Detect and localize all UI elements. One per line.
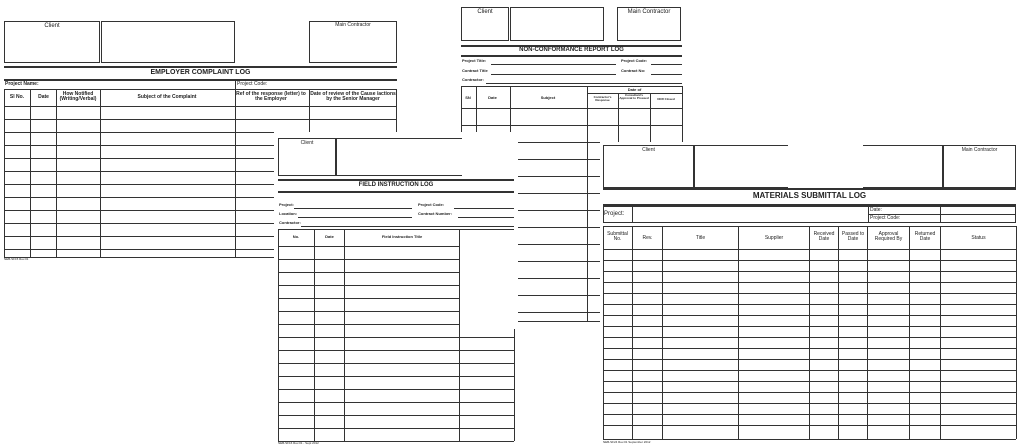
client-label: Client: [642, 147, 655, 153]
col-ref-response: Ref of the response (letter) to the Employer: [236, 91, 306, 103]
blank-header-box: [694, 145, 788, 188]
log-title: NON-CONFORMANCE REPORT LOG: [519, 47, 624, 53]
project-name-label: Project Name:: [5, 81, 39, 87]
contract-title-label: Contract Title: [462, 68, 488, 73]
col-subject: Subject of the Complaint: [137, 94, 197, 100]
col-date: Date: [38, 94, 49, 100]
log-title: FIELD INSTRUCTION LOG: [358, 182, 434, 188]
col-returned-date: Returned Date: [914, 231, 936, 243]
field-instruction-log-sheet: [274, 132, 518, 447]
col-ncr-closed: NCR Closed: [657, 97, 675, 101]
client-label: Client: [300, 140, 314, 146]
location-label: Location:: [279, 211, 297, 216]
col-no: No.: [292, 234, 300, 239]
contractor-label: Contractor:: [462, 77, 484, 82]
client-label: Client: [44, 23, 60, 29]
form-footer: NEB-SF24 Rev.01 September 2012: [603, 440, 651, 444]
col-contractor-response: Contractor's Response: [593, 95, 612, 103]
contract-number-label: Contract Number:: [418, 211, 453, 216]
contractor-label: Contractor:: [279, 220, 301, 225]
project-code-label: Project Code:: [237, 81, 268, 87]
form-footer: NEB-SF16 Rev.01 - Sept 2012: [278, 441, 319, 445]
date-label: Date:: [870, 207, 882, 213]
materials-submittal-log-sheet: [600, 142, 1024, 447]
col-field-instruction-title: Field Instruction Title: [381, 234, 423, 239]
blank-header-box: [336, 138, 462, 176]
blank-header-box: [510, 7, 604, 41]
client-label: Client: [477, 9, 493, 15]
col-date: Date: [488, 95, 497, 100]
col-approval-required-by: Approval Required By: [874, 231, 903, 243]
col-rev: Rev.: [642, 235, 653, 241]
col-status: Status: [971, 235, 986, 241]
col-sn: SN: [465, 95, 471, 100]
col-sl-no: Sl No.: [9, 94, 25, 100]
project-label: Project:: [279, 202, 294, 207]
col-supplier: Supplier: [764, 235, 784, 241]
project-code-label: Project Code:: [621, 58, 648, 63]
log-title: MATERIALS SUBMITTAL LOG: [752, 191, 867, 200]
col-how-notified: How Notified (Writing/Verbal): [59, 91, 97, 103]
col-received-date: Received Date: [813, 231, 835, 243]
project-title-label: Project Title:: [462, 58, 487, 63]
col-passed-to-date: Passed to Date: [841, 231, 865, 243]
col-date: Date: [325, 234, 334, 239]
col-submittal-no: Submittal No.: [607, 231, 628, 243]
project-label: Project:: [604, 211, 625, 217]
main-contractor-label: Main Contractor: [961, 147, 998, 153]
form-footer: NEB-SF15 Rev.01: [4, 257, 29, 261]
col-subject: Subject: [540, 95, 556, 100]
project-code-label: Project Code:: [418, 202, 445, 207]
main-contractor-label: Main Contractor: [627, 9, 671, 15]
log-title: EMPLOYER COMPLAINT LOG: [150, 69, 251, 76]
col-title: Title: [695, 235, 706, 241]
project-header-box: [863, 145, 943, 188]
col-date-review: Date of review of the Cause /actions by the Senior Manager: [310, 91, 396, 103]
main-contractor-label: Main Contractor: [335, 22, 371, 28]
blank-header-box: [101, 21, 235, 63]
col-date-of: Date of: [627, 87, 642, 92]
project-code-label: Project Code:: [870, 215, 901, 221]
col-consultant-approval: Consultant's Approval to Proceed: [619, 93, 649, 101]
contract-no-label: Contract No:: [621, 68, 646, 73]
